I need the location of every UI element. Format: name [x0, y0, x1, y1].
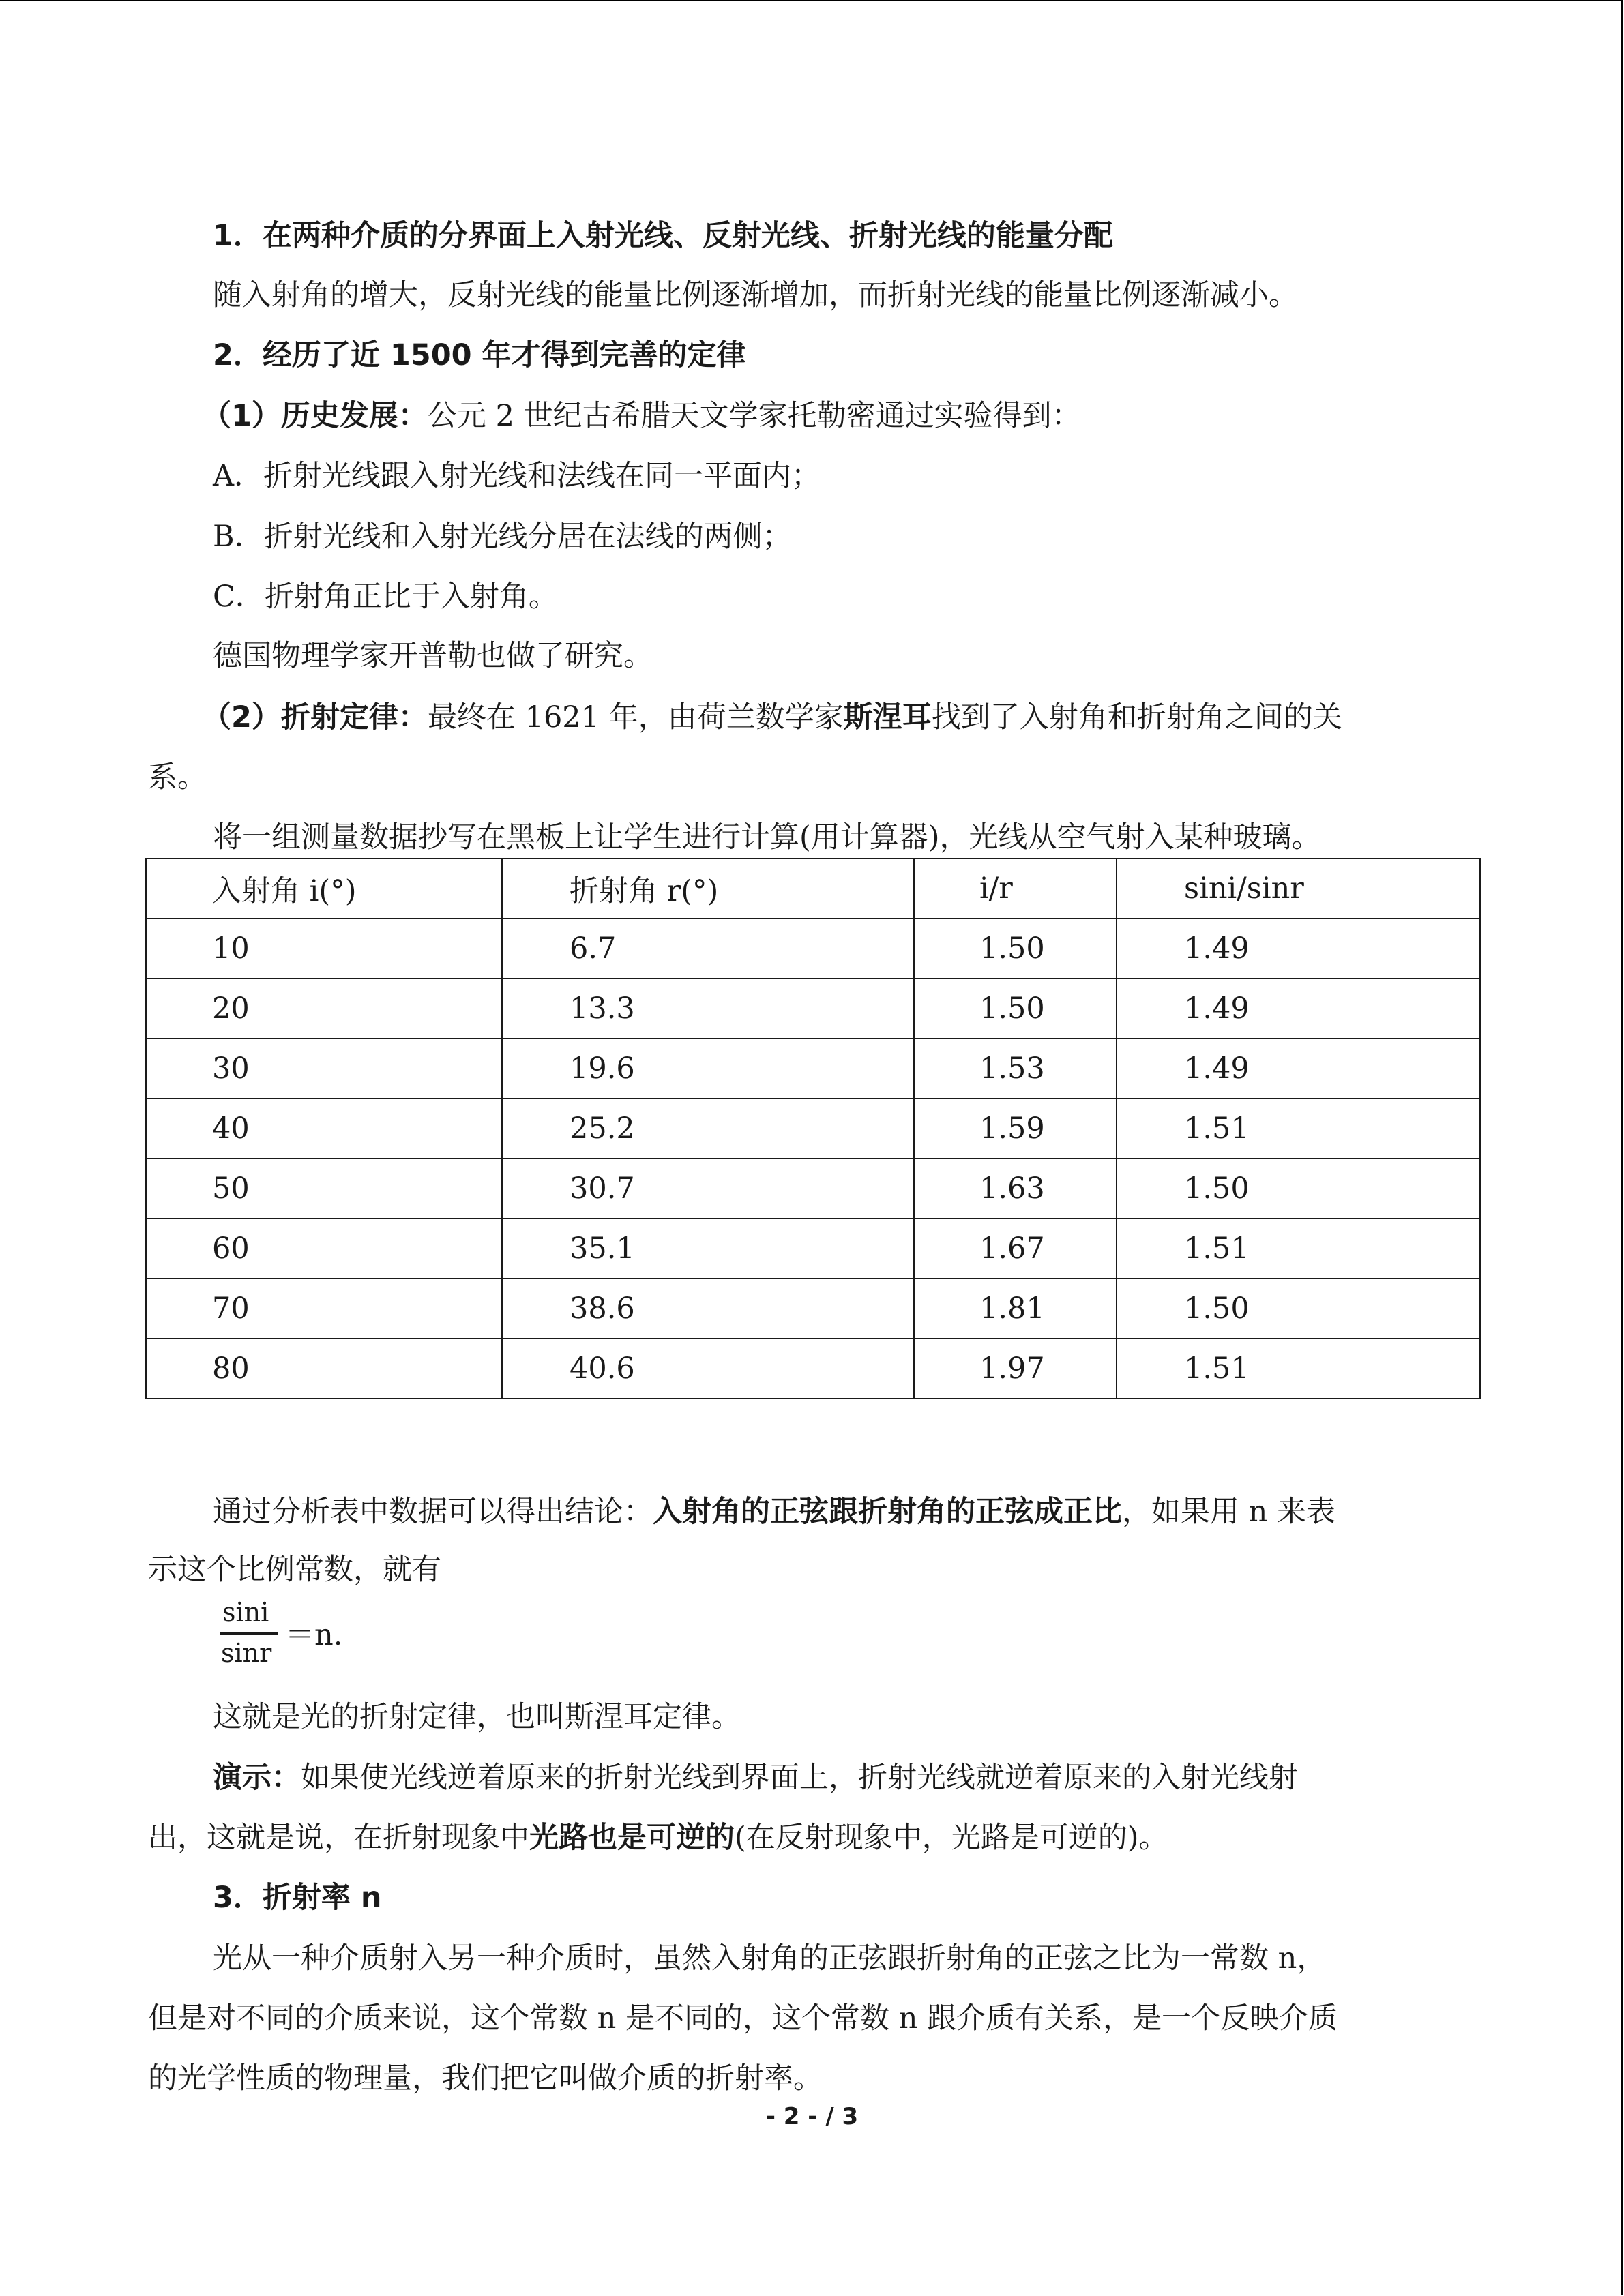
item-b: B．折射光线和入射光线分居在法线的两侧； — [213, 520, 792, 554]
formula-rhs: ＝n. — [285, 1618, 343, 1652]
table-row — [146, 1279, 1480, 1339]
table-cell: 1.49 — [1117, 919, 1480, 979]
table-row — [146, 1039, 1480, 1099]
section3-p3: 的光学性质的物理量，我们把它叫做介质的折射率。 — [148, 2061, 823, 2096]
table-row — [146, 919, 1480, 979]
table-cell: 13.3 — [502, 979, 914, 1039]
table-cell: 35.1 — [502, 1219, 914, 1279]
table-cell: 30.7 — [502, 1159, 914, 1219]
conclusion-text-3: 示这个比例常数，就有 — [148, 1553, 441, 1587]
table-cell: 1.59 — [914, 1099, 1117, 1159]
table-cell: 1.50 — [914, 979, 1117, 1039]
table-cell: 1.50 — [1117, 1159, 1480, 1219]
history-label: （1）历史发展： — [202, 399, 428, 433]
law-name: 斯涅耳 — [843, 700, 932, 734]
table-cell: 1.53 — [914, 1039, 1117, 1099]
table-header-row — [146, 859, 1480, 919]
table-cell: 1.49 — [1117, 1039, 1480, 1099]
table-cell: 70 — [146, 1279, 502, 1339]
table-cell: 10 — [146, 919, 502, 979]
table-cell: 6.7 — [502, 919, 914, 979]
history-paragraph — [202, 396, 1081, 436]
header-cell: sini/sinr — [1117, 859, 1480, 919]
section2-heading: 2．经历了近 1500 年才得到完善的定律 — [213, 338, 746, 372]
table-row — [146, 1219, 1480, 1279]
header-cell: 折射角 r(°) — [502, 859, 914, 919]
header-cell: i/r — [914, 859, 1117, 919]
table-cell: 60 — [146, 1219, 502, 1279]
table-cell: 20 — [146, 979, 502, 1039]
demo-text-3: (在反射现象中，光路是可逆的)。 — [735, 1821, 1168, 1855]
section1-heading: 1．在两种介质的分界面上入射光线、反射光线、折射光线的能量分配 — [213, 219, 1113, 253]
demo-paragraph — [213, 1757, 1298, 1798]
table-cell: 1.51 — [1117, 1219, 1480, 1279]
table-row — [146, 1339, 1480, 1399]
table-cell: 80 — [146, 1339, 502, 1399]
table-cell: 30 — [146, 1039, 502, 1099]
item-a: A．折射光线跟入射光线和法线在同一平面内； — [213, 459, 821, 493]
table-cell: 1.50 — [1117, 1279, 1480, 1339]
conclusion-paragraph — [213, 1491, 1335, 1532]
section3-p2: 但是对不同的介质来说，这个常数 n 是不同的，这个常数 n 跟介质有关系，是一个反映介质 — [148, 2001, 1338, 2036]
section3-heading: 3．折射率 n — [213, 1881, 382, 1915]
table-cell: 1.50 — [914, 919, 1117, 979]
law-label: （2）折射定律： — [202, 700, 428, 734]
table-cell: 50 — [146, 1159, 502, 1219]
history-text: 公元 2 世纪古希腊天文学家托勒密通过实验得到： — [427, 399, 1081, 433]
law-text-1: 最终在 1621 年，由荷兰数学家 — [427, 700, 844, 734]
table-cell: 1.51 — [1117, 1339, 1480, 1399]
demo-line-2 — [148, 1817, 1168, 1858]
table-cell: 1.63 — [914, 1159, 1117, 1219]
table-cell: 19.6 — [502, 1039, 914, 1099]
table-cell: 1.81 — [914, 1279, 1117, 1339]
demo-text-1: 如果使光线逆着原来的折射光线到界面上，折射光线就逆着原来的入射光线射 — [301, 1761, 1298, 1795]
conclusion-bold: 入射角的正弦跟折射角的正弦成正比 — [653, 1495, 1122, 1529]
table-cell: 38.6 — [502, 1279, 914, 1339]
conclusion-text-1: 通过分析表中数据可以得出结论： — [213, 1495, 653, 1529]
header-cell: 入射角 i(°) — [146, 859, 502, 919]
table-cell: 40 — [146, 1099, 502, 1159]
table-intro: 将一组测量数据抄写在黑板上让学生进行计算(用计算器)，光线从空气射入某种玻璃。 — [213, 820, 1321, 854]
formula-numerator: sini — [222, 1597, 269, 1627]
conclusion-text-2: ，如果用 n 来表 — [1122, 1495, 1336, 1529]
law-paragraph — [202, 697, 1342, 738]
table-cell: 25.2 — [502, 1099, 914, 1159]
law-text-3: 系。 — [148, 760, 207, 794]
fraction-bar — [220, 1632, 278, 1635]
table-cell: 1.67 — [914, 1219, 1117, 1279]
demo-label: 演示： — [213, 1761, 301, 1795]
law-statement: 这就是光的折射定律，也叫斯涅耳定律。 — [213, 1700, 741, 1734]
refraction-data-table — [145, 858, 1481, 1399]
table-row — [146, 979, 1480, 1039]
table-cell: 40.6 — [502, 1339, 914, 1399]
section1-text: 随入射角的增大，反射光线的能量比例逐渐增加，而折射光线的能量比例逐渐减小。 — [213, 278, 1298, 312]
item-c: C．折射角正比于入射角。 — [213, 580, 558, 614]
demo-bold: 光路也是可逆的 — [529, 1821, 735, 1855]
page-number: - 2 - / 3 — [765, 2103, 859, 2130]
table-cell: 1.49 — [1117, 979, 1480, 1039]
table-cell: 1.97 — [914, 1339, 1117, 1399]
section3-p1: 光从一种介质射入另一种介质时，虽然入射角的正弦跟折射角的正弦之比为一常数 n， — [213, 1941, 1327, 1976]
table-row — [146, 1099, 1480, 1159]
table-row — [146, 1159, 1480, 1219]
demo-text-2: 出，这就是说，在折射现象中 — [148, 1821, 529, 1855]
kepler-text: 德国物理学家开普勒也做了研究。 — [213, 639, 653, 673]
formula-denominator: sinr — [221, 1638, 272, 1668]
law-text-2: 找到了入射角和折射角之间的关 — [931, 700, 1342, 734]
table-cell: 1.51 — [1117, 1099, 1480, 1159]
